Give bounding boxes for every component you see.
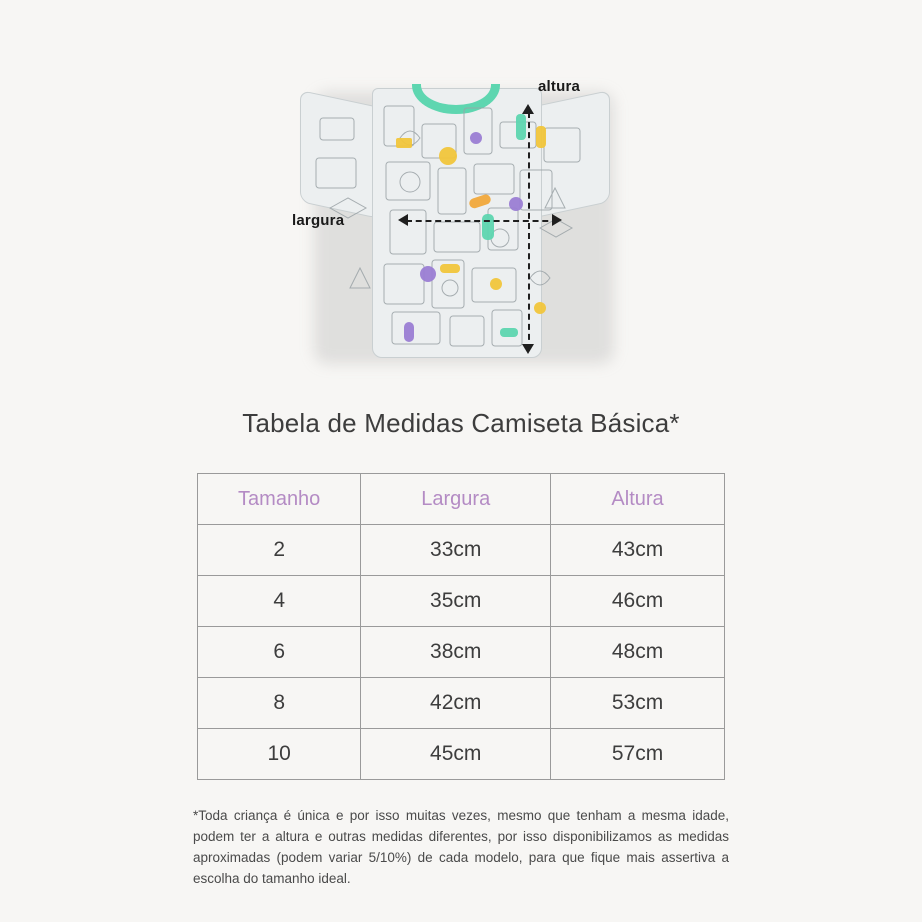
size-table-container bbox=[197, 473, 725, 780]
cell-altura: 43cm bbox=[551, 525, 725, 576]
tshirt-shape bbox=[292, 78, 610, 356]
altura-guide-line bbox=[528, 112, 530, 350]
table-header-altura: Altura bbox=[551, 474, 725, 525]
tshirt-illustration bbox=[0, 0, 922, 390]
cell-tamanho: 8 bbox=[198, 678, 361, 729]
page-title: Tabela de Medidas Camiseta Básica* bbox=[242, 408, 680, 438]
table-row bbox=[198, 627, 725, 678]
cell-altura: 53cm bbox=[551, 678, 725, 729]
table-row bbox=[198, 525, 725, 576]
cell-tamanho: 4 bbox=[198, 576, 361, 627]
size-table bbox=[197, 473, 725, 780]
cell-largura: 42cm bbox=[361, 678, 551, 729]
altura-arrow-down-icon bbox=[522, 344, 534, 354]
cell-tamanho: 6 bbox=[198, 627, 361, 678]
largura-arrow-right-icon bbox=[552, 214, 562, 226]
cell-altura: 46cm bbox=[551, 576, 725, 627]
largura-label: largura bbox=[292, 212, 345, 229]
largura-guide-line bbox=[406, 220, 558, 222]
table-header-largura: Largura bbox=[361, 474, 551, 525]
altura-label: altura bbox=[538, 78, 581, 95]
table-row bbox=[198, 729, 725, 780]
table-row bbox=[198, 678, 725, 729]
cell-altura: 57cm bbox=[551, 729, 725, 780]
footnote-text: *Toda criança é única e por isso muitas vezes, mesmo que tenham a mesma idade, podem ter a altura e outras medidas diferentes, por isso disponibilizamos as medidas aproximadas (podem variar 5/10%) de cada modelo, para que fique mais assertiva a escolha do tamanho ideal. bbox=[193, 808, 729, 886]
largura-arrow-left-icon bbox=[398, 214, 408, 226]
table-header-tamanho: Tamanho bbox=[198, 474, 361, 525]
cell-largura: 38cm bbox=[361, 627, 551, 678]
cell-altura: 48cm bbox=[551, 627, 725, 678]
cell-largura: 45cm bbox=[361, 729, 551, 780]
cell-tamanho: 2 bbox=[198, 525, 361, 576]
table-row bbox=[198, 576, 725, 627]
tshirt-graphic bbox=[292, 78, 620, 363]
table-header-row bbox=[198, 474, 725, 525]
cell-tamanho: 10 bbox=[198, 729, 361, 780]
cell-largura: 33cm bbox=[361, 525, 551, 576]
altura-arrow-up-icon bbox=[522, 104, 534, 114]
cell-largura: 35cm bbox=[361, 576, 551, 627]
